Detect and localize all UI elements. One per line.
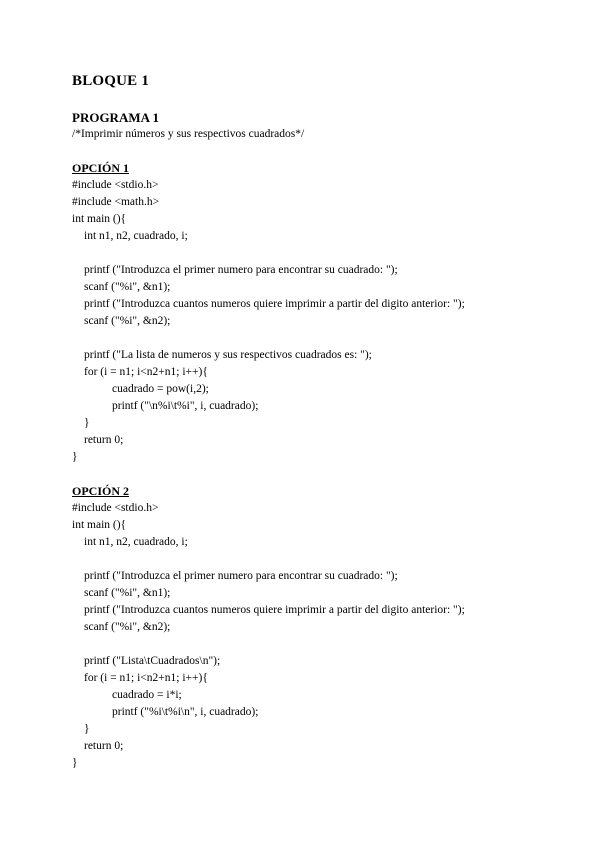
code-line-blank	[72, 330, 572, 347]
code-line: }	[72, 757, 78, 769]
code-line: printf ("La lista de numeros y sus respectivos cuadrados es: ");	[84, 349, 372, 361]
code-line: printf ("Introduzca cuantos numeros quiere imprimir a partir del digito anterior: ");	[84, 298, 465, 310]
code-line: scanf ("%i", &n2);	[84, 315, 171, 327]
code-line: }	[84, 723, 90, 735]
code-line: printf ("%i\t%i\n", i, cuadrado);	[112, 706, 259, 718]
program-title: PROGRAMA 1	[72, 110, 160, 125]
code-line-blank	[72, 636, 572, 653]
spacer	[72, 143, 572, 160]
code-line: scanf ("%i", &n2);	[84, 621, 171, 633]
code-line: cuadrado = i*i;	[112, 689, 182, 701]
code-line: #include <stdio.h>	[72, 502, 159, 514]
document-page	[72, 72, 572, 772]
code-line: }	[84, 417, 90, 429]
code-line: #include <math.h>	[72, 196, 160, 208]
option-1-title: OPCIÓN 1	[72, 161, 129, 175]
option-1-code	[72, 177, 572, 466]
program-comment: /*Imprimir números y sus respectivos cuadrados*/	[72, 128, 305, 140]
code-line: return 0;	[84, 434, 124, 446]
code-line: int n1, n2, cuadrado, i;	[84, 230, 188, 242]
code-line: printf ("Lista\tCuadrados\n");	[84, 655, 221, 667]
option-2-code	[72, 500, 572, 772]
code-line-blank	[72, 245, 572, 262]
code-line: printf ("\n%i\t%i", i, cuadrado);	[112, 400, 259, 412]
code-line: scanf ("%i", &n1);	[84, 587, 171, 599]
code-line: #include <stdio.h>	[72, 179, 159, 191]
code-line: printf ("Introduzca cuantos numeros quiere imprimir a partir del digito anterior: ");	[84, 604, 465, 616]
code-line: printf ("Introduzca el primer numero para encontrar su cuadrado: ");	[84, 264, 398, 276]
code-line: printf ("Introduzca el primer numero para encontrar su cuadrado: ");	[84, 570, 398, 582]
code-line: return 0;	[84, 740, 124, 752]
code-line: scanf ("%i", &n1);	[84, 281, 171, 293]
spacer	[72, 466, 572, 483]
code-line: }	[72, 451, 78, 463]
code-line: int n1, n2, cuadrado, i;	[84, 536, 188, 548]
code-line: int main (){	[72, 213, 127, 225]
code-line: cuadrado = pow(i,2);	[112, 383, 209, 395]
block-title: BLOQUE 1	[72, 73, 150, 89]
option-2-title: OPCIÓN 2	[72, 484, 129, 498]
code-line-blank	[72, 551, 572, 568]
code-line: for (i = n1; i<n2+n1; i++){	[84, 366, 208, 378]
code-line: int main (){	[72, 519, 127, 531]
code-line: for (i = n1; i<n2+n1; i++){	[84, 672, 208, 684]
